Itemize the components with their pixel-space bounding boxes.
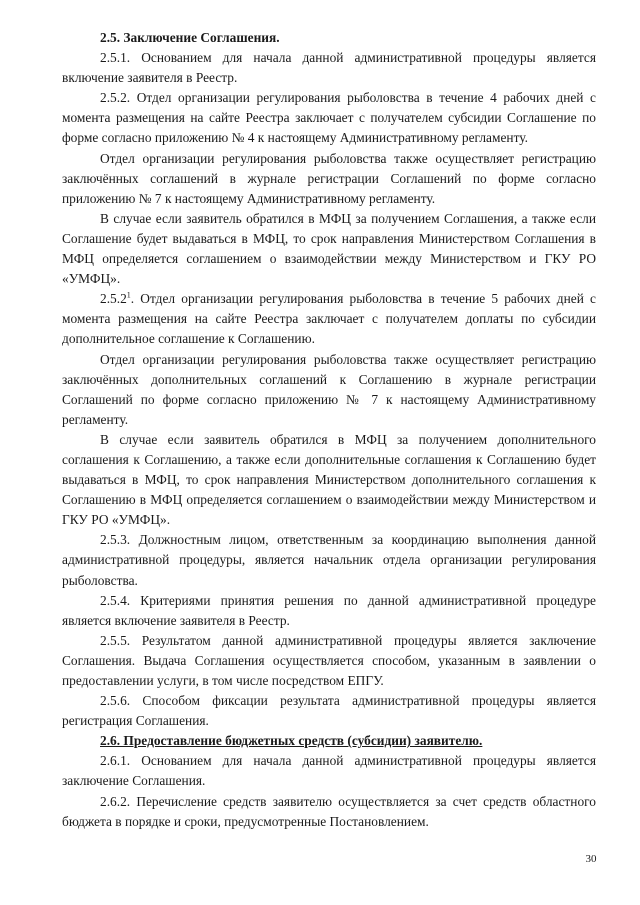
- paragraph-2-5-2-1-superscript: 1: [126, 290, 131, 300]
- section-heading-2-5: 2.5. Заключение Соглашения.: [100, 30, 280, 45]
- paragraph-2-6-1: 2.6.1. Основанием для начала данной административной процедуры является заключение Соглашения.: [62, 753, 596, 789]
- paragraph-2-6-2: 2.6.2. Перечисление средств заявителю осуществляется за счет средств областного бюджета в порядке и сроки, предусмотренные Постановлением.: [62, 793, 596, 829]
- paragraph-2-5-5: 2.5.5. Результатом данной административной процедуры является заключение Соглашения. Выдача Соглашения осуществляется способом, указанным в заявлении о предоставлении услуги, в том числе посредством ЕПГУ.: [62, 632, 596, 688]
- paragraph-2-5-3: 2.5.3. Должностным лицом, ответственным за координацию выполнения данной административной процедуры, является начальник отдела организации регулирования рыболовства.: [62, 532, 596, 588]
- section-heading-2-6: [62, 731, 596, 751]
- paragraph-2-5-6: 2.5.6. Способом фиксации результата административной процедуры является регистрация Соглашения.: [62, 693, 596, 729]
- document-body: [62, 28, 596, 832]
- page-number: 30: [585, 853, 597, 865]
- section-heading-2-6-text: 2.6. Предоставление бюджетных средств (субсидии) заявителю.: [100, 733, 483, 749]
- paragraph-2-5-2-1: [62, 289, 596, 349]
- paragraph-2-5-1: 2.5.1. Основанием для начала данной административной процедуры является включение заявителя в Реестр.: [62, 50, 596, 86]
- paragraph-2-5-2-1-number: 2.5.2: [100, 291, 127, 307]
- paragraph-2-5-4: 2.5.4. Критериями принятия решения по данной административной процедуре является включение заявителя в Реестр.: [62, 592, 596, 628]
- paragraph-2-5-2-mfc: В случае если заявитель обратился в МФЦ за получением Соглашения, а также если Соглашение будет выдаваться в МФЦ, то срок направления Министерством Соглашения в МФЦ определяется соглашением о взаимодействии между Министерством и ГКУ РО «УМФЦ».: [62, 210, 596, 287]
- paragraph-2-5-2-registration: Отдел организации регулирования рыболовства также осуществляет регистрацию заключённых соглашений в журнале регистрации Соглашений по форме согласно приложению № 7 к настоящему Административному регламенту.: [62, 150, 596, 206]
- paragraph-2-5-2-1-text: . Отдел организации регулирования рыболовства в течение 5 рабочих дней с момента размещения на сайте Реестра заключает с получателем доплаты по субсидии дополнительное соглашение к Соглашению.: [62, 291, 596, 347]
- paragraph-2-5-2-1-mfc: В случае если заявитель обратился в МФЦ за получением дополнительного соглашения к Соглашению, а также если дополнительные соглашения к Соглашению будет выдаваться в МФЦ, то срок направления Министерством дополнительного соглашения к Соглашению в МФЦ определяется соглашением о взаимодействии между Министерством и ГКУ РО «УМФЦ».: [62, 431, 596, 528]
- paragraph-2-5-2-1-registration: Отдел организации регулирования рыболовства также осуществляет регистрацию заключённых дополнительных соглашений к Соглашению в журнале регистрации Соглашений по форме согласно приложению № 7 к настоящему Административному регламенту.: [62, 351, 596, 427]
- paragraph-2-5-2: 2.5.2. Отдел организации регулирования рыболовства в течение 4 рабочих дней с момента размещения на сайте Реестра заключает с получателем субсидии Соглашение по форме согласно приложению № 4 к настоящему Административному регламенту.: [62, 90, 596, 146]
